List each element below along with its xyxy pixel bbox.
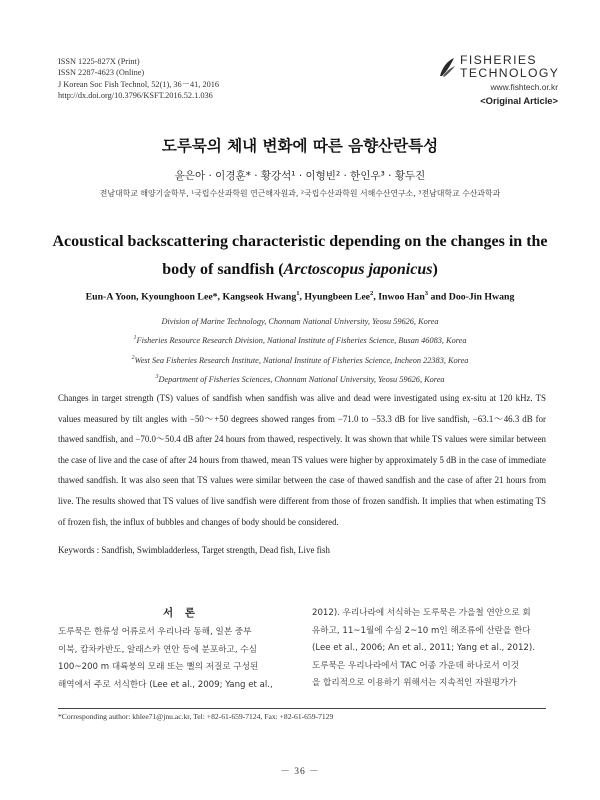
body-line: 도루묵은 한류성 어류로서 우리나라 동해, 일본 중부 <box>58 627 252 637</box>
body-column-right <box>312 605 558 693</box>
author-sup: 1 <box>296 290 300 297</box>
abstract: Changes in target strength (TS) values of sandfish when sandfish was alive and dead were investigated using ex-situ at 120 kHz. TS values measured by tilt angles with −50～+50 degrees showed ranges from −71.0 to −53.3 dB for live sandfish, −63.1～46.3 dB for thawed sandfish, and −70.0～50.4 dB after 24 hours from thawed, respectively. It was shown that while TS values were similar between the case of live and the case of after 24 hours from thawed, mean TS values were higher by approximately 5 dB in the case of immediate thawed sandfish. It was also seen that TS values were similar between the case of thawed sandfish and the case of after 21 hours from live. The results showed that TS values of live sandfish were different from those of frozen sandfish. It implies that when estimating TS of frozen fish, the influx of bubbles and changes of body should be considered. <box>58 393 546 527</box>
logo-line-2: TECHNOLOGY <box>460 66 560 80</box>
affiliation-sup: 3 <box>155 373 159 380</box>
journal-meta <box>58 56 358 102</box>
korean-affiliations: 전남대학교 해양기술학부, ¹국립수산과학원 연근해자원과, ²국립수산과학원 서해수산연구소, ³전남대학교 수산과학과 <box>99 189 501 198</box>
affiliation-line <box>0 330 600 349</box>
doi-link[interactable]: http://dx.doi.org/10.3796/KSFT.2016.52.1.036 <box>58 91 213 101</box>
body-line: 이북, 캄차카반도, 알래스카 연안 등에 분포하고, 수심 <box>58 644 257 655</box>
author-name: , Hyungbeen Lee <box>299 291 371 303</box>
author-name: Kangseok Hwang <box>220 291 297 303</box>
author-sup: 2 <box>370 290 374 297</box>
footnote-divider <box>58 708 546 709</box>
issn-online: ISSN 2287-4623 (Online) <box>58 68 145 78</box>
english-title-main: Acoustical backscattering characteristic depending on the changes in the body of sandfish ( <box>52 233 548 278</box>
author-name: Eun-A Yoon, <box>85 291 139 303</box>
logo-line-1: FISHERIES <box>460 53 537 67</box>
website-link[interactable]: www.fishtech.or.kr <box>490 82 558 92</box>
author-name: and Doo-Jin Hwang <box>428 291 515 303</box>
body-column-left <box>58 624 304 694</box>
affiliation-sup: 2 <box>131 354 135 361</box>
body-line: 유하고, 11~1월에 수심 2~10 m인 해조류에 산란을 한다 <box>312 625 531 636</box>
affiliation-text: Fisheries Resource Research Division, National Institute of Fisheries Science, Busan 46083, Korea <box>136 336 467 346</box>
english-authors <box>0 290 600 302</box>
affiliation-text: Division of Marine Technology, Chonnam National University, Yeosu 59626, Korea <box>161 316 439 326</box>
journal-citation: J Korean Soc Fish Technol, 52(1), 36－41, 2016 <box>58 79 220 89</box>
body-line: 도루묵은 우리나라에서 TAC 어종 가운데 하나로서 이것 <box>312 660 520 671</box>
korean-authors: 윤은아 · 이경훈* · 황강석¹ · 이형빈² · 한인우³ · 황두진 <box>174 170 426 182</box>
english-title-end: ) <box>432 261 438 278</box>
keywords: Keywords : Sandfish, Swimbladderless, Target strength, Dead fish, Live fish <box>58 545 330 555</box>
body-line: 2012). 우리나라에 서식하는 도루묵은 가을철 연안으로 회 <box>312 608 531 618</box>
affiliation-line <box>0 369 600 388</box>
fish-logo-icon <box>438 56 456 78</box>
affiliation-sup: 1 <box>133 335 137 342</box>
english-title <box>40 228 560 284</box>
corresponding-author-footnote: *Corresponding author: khlee71@jnu.ac.kr, Tel: +82-61-659-7124, Fax: +82-61-659-7129 <box>58 712 334 721</box>
section-heading: 서 론 <box>163 607 199 619</box>
page-number: － 36 － <box>280 766 320 777</box>
affiliation-text: West Sea Fisheries Research Institute, National Institute of Fisheries Science, Incheon 22383, Korea <box>134 355 469 365</box>
logo-text <box>460 54 562 80</box>
english-affiliations <box>0 311 600 388</box>
affiliation-text: Department of Fisheries Sciences, Chonnam National University, Yeosu 59626, Korea <box>158 374 445 384</box>
species-name: Arctoscopus japonicus <box>283 261 433 278</box>
body-line: 해역에서 주로 서식한다 (Lee et al., 2009; Yang et al., <box>58 679 273 690</box>
korean-title: 도루묵의 체내 변화에 따른 음향산란특성 <box>161 137 439 155</box>
affiliation-line <box>0 311 600 330</box>
author-sup: 3 <box>424 290 429 297</box>
issn-print: ISSN 1225-827X (Print) <box>58 57 140 66</box>
body-line: 을 합리적으로 이용하기 위해서는 지속적인 자원평가가 <box>312 678 517 689</box>
body-line: (Lee et al., 2006; An et al., 2011; Yang et al., 2012). <box>312 643 535 654</box>
body-line: 100~200 m 대륙붕의 모래 또는 뻘의 저질로 구성된 <box>58 662 259 673</box>
article-type: <Original Article> <box>480 95 558 106</box>
author-name: Kyounghoon Lee*, <box>138 291 221 303</box>
affiliation-line <box>0 350 600 369</box>
author-name: , Inwoo Han <box>373 291 425 303</box>
